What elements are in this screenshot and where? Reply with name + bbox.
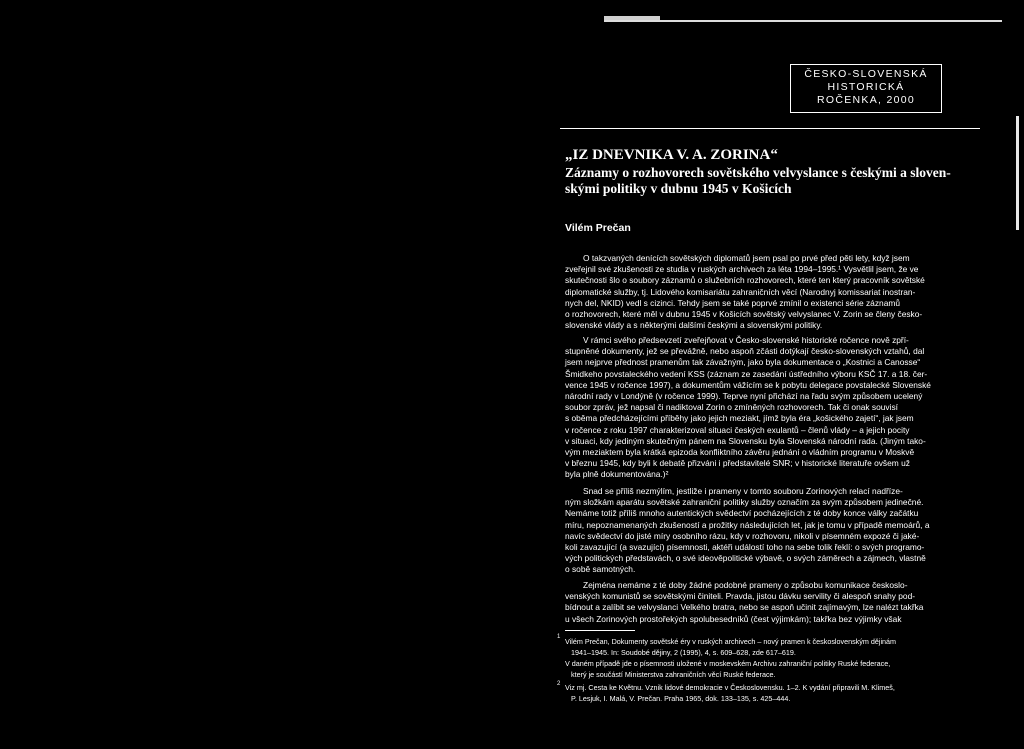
article-subtitle [565, 165, 975, 197]
footnote [565, 683, 977, 704]
text-line: nych del, NKID) vedl s cizinci. Tehdy jsem se také poprvé zmínil o existenci série záznamů [565, 297, 900, 308]
text-line: soubor zpráv, jež napsal či nadiktoval Zorin o zmíněných rozhovorech. Tak či onak souvisí [565, 402, 898, 413]
text-line: Zejména nemáme z té doby žádné podobné prameny o způsobu komunikace českoslo- [583, 580, 908, 590]
text-line: V rámci svého předsevzetí zveřejňovat v Česko-slovenské historické ročence nově zpří- [583, 335, 909, 345]
footnote-line: Viz mj. Cesta ke Květnu. Vznik lidové demokracie v Československu. 1–2. K vydání připravili M. Klimeš, [565, 683, 895, 692]
text-line: Nemáme totiž příliš mnoho autentických svědectví pocházejících z té doby konce války začátku [565, 508, 919, 519]
text-line: byla plně dokumentována.)² [565, 469, 669, 480]
text-line: vých politických představách, o své ideověpolitické výbavě, o svých záměrech a zájmech, vlastně [565, 553, 926, 564]
text-line: skutečnosti šlo o soubory záznamů o služebních rozhovorech, které ten který pracovník sovětské [565, 275, 925, 286]
text-line: o sobě samotných. [565, 564, 636, 575]
text-line: s oběma předcházejícími příběhy jako jejich meziakt, jímž byla éra „košického zajetí“, jak jsem [565, 413, 914, 424]
text-line: bídnout a zalíbit se velvyslanci Velkého bratra, nebo se aspoň učinit zajímavým, lze nalézt takřka [565, 602, 924, 613]
journal-header [790, 64, 942, 113]
text-line: o rozhovorech, které měl v dubnu 1945 v Košicích sovětský velvyslanec V. Zorin se členy česko- [565, 309, 923, 320]
text-line: národní rady v Londýně (v ročence 1999). Teprve nyní přichází na řadu svým způsobem ucelený [565, 391, 923, 402]
text-line: koli zavazující (a svazující) písemnosti, aktéři událostí toho na sebe tolik řeklí: o svých programo- [565, 542, 925, 553]
text-line: zveřejnil své zkušenosti ze studia v ruských archivech za léta 1994–1995.¹ Vysvětlil jsem, že ve [565, 264, 919, 275]
subtitle-line: skými politiky v dubnu 1945 v Košicích [565, 181, 792, 196]
journal-header-line: ČESKO-SLOVENSKÁ [804, 68, 928, 80]
subtitle-line: Záznamy o rozhovorech sovětského velvyslance s českými a sloven- [565, 165, 951, 180]
footnote-mark: 1 [557, 634, 561, 640]
paragraph [565, 486, 977, 576]
text-line: u všech Zorinových prostořekých spolubesedníků (čest výjimkám); takřka bez výjimky však [565, 613, 902, 624]
footnote-rule [565, 630, 635, 631]
text-line: Šmidkeho povstaleckého vedení KSS (záznam ze zasedání ústředního výboru KSČ 17. a 18. čer- [565, 368, 928, 379]
footnote-mark: 2 [557, 681, 561, 687]
text-line: venských komunistů se sovětskými činiteli. Pravda, jistou dávku servility či alespoň snahy pod- [565, 591, 916, 602]
footnote-line: 1941–1945. In: Soudobé dějiny, 2 (1995), 4, s. 609–628, zde 617–619. [571, 647, 796, 657]
text-line: slovenské vlády a s některými dalšími českými a slovenskými politiky. [565, 320, 823, 331]
text-line: v ročence z roku 1997 charakterizoval situaci českých exulantů – členů vlády – a jejich pocity [565, 424, 910, 435]
text-line: ným složkám aparátu sovětské zahraniční politiky služby označím za svým způsobem jedinečné. [565, 497, 924, 508]
footnote-line: V daném případě jde o písemnosti uložené v moskevském Archivu zahraniční politiky Ruské federace, [565, 659, 891, 668]
footnote-line: P. Lesjuk, I. Malá, V. Prečan. Praha 1965, dok. 133–135, s. 425–444. [571, 693, 791, 703]
paragraph [565, 335, 977, 481]
scan-edge-line [604, 20, 1002, 22]
footnote [565, 659, 977, 680]
journal-header-line: ROČENKA, 2000 [816, 94, 916, 106]
author-name: Vilém Prečan [565, 222, 631, 234]
text-line: vým meziaktem byla krátká epizoda konfliktního závěru jednání o vládním programu v Moskvě [565, 447, 915, 458]
text-line: Snad se příliš nezmýlím, jestliže i prameny v tomto souboru Zorinových relací nadříze- [583, 486, 903, 496]
journal-header-line: HISTORICKÁ [827, 81, 905, 93]
text-line: míru, nepoznamenaných zkušeností a prožitky následujících let, jak je tomu v případě memoárů, a [565, 519, 930, 530]
footnote-line: který je součástí Ministerstva zahraničních věcí Ruské federace. [571, 669, 776, 679]
paragraph [565, 580, 977, 625]
text-line: O takzvaných denících sovětských diplomatů jsem psal po prvé před pěti lety, když jsem [583, 253, 910, 263]
text-line: vence 1945 v ročence 1997), a dokumentům vážícím se k pobytu delegace povstalecké Slovenské [565, 379, 931, 390]
text-line: stupněné dokumenty, jež se převážně, nebo aspoň zčásti dotýkají česko-slovenských vztahů, dal [565, 346, 925, 357]
footnote-line: Vilém Prečan, Dokumenty sovětské éry v ruských archivech – nový pramen k československým dějinám [565, 637, 897, 646]
paragraph [565, 253, 977, 331]
header-rule [560, 128, 980, 129]
text-line: diplomatické služby, tj. Lidového komisariátu zahraničních věcí (Narodnyj komissariat inostran- [565, 286, 916, 297]
text-line: navíc svědectví do jisté míry osobního rázu, kdy v rozhovoru, nikoli v písemném expozé či jaké- [565, 530, 920, 541]
text-line: jsem nejprve přednost pramenům tak závažným, jako byla dokumentace o „Kostnici a Canosse“ [565, 357, 921, 368]
page-edge-mark [1016, 116, 1019, 230]
article-title: „IZ DNEVNIKA V. A. ZORINA“ [565, 147, 778, 163]
text-line: v březnu 1945, kdy byli k debatě přizváni i představitelé SNR; v historické literatuře ovšem už [565, 458, 910, 469]
footnote [565, 637, 977, 658]
text-line: v situaci, kdy jediným skutečným pánem na Slovensku byla Slovenská národní rada. (Jiným tako- [565, 435, 926, 446]
